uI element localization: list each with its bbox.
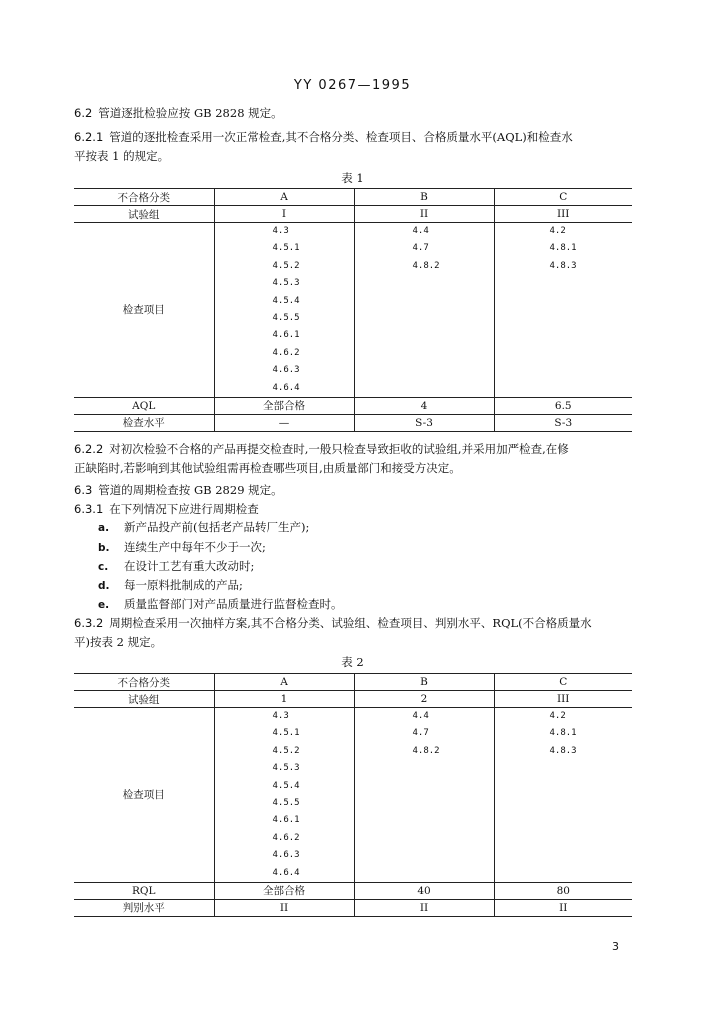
list-item: 4.5.4 <box>272 780 300 791</box>
case-e: e. 质量监督部门对产品质量进行监督检查时。 <box>98 597 343 611</box>
table1-items-a <box>214 223 354 398</box>
list-item: 4.5.3 <box>272 763 300 774</box>
table1-level-label: 检查水平 <box>74 414 214 431</box>
section-6-2: 6.2 管道逐批检验应按 GB 2828 规定。 <box>74 106 283 120</box>
case-b: b. 连续生产中每年不少于一次; <box>98 540 266 554</box>
table2-caption: 表 2 <box>341 655 364 669</box>
list-item: 4.5.2 <box>272 745 300 756</box>
table1-aql-label: AQL <box>74 397 214 414</box>
case-a: a. 新产品投产前(包括老产品转厂生产); <box>98 520 310 534</box>
list-item: 4.6.3 <box>272 850 300 861</box>
list-item: 4.6.3 <box>272 365 300 376</box>
standard-number: YY 0267—1995 <box>293 78 412 93</box>
table1-group-label: 试验组 <box>74 206 214 223</box>
list-item: 4.6.4 <box>272 382 300 393</box>
table1-items-label: 检查项目 <box>74 223 214 398</box>
section-6-2-1: 6.2.1 管道的逐批检查采用一次正常检查,其不合格分类、检查项目、合格质量水平(AQL)和检查水 平按表 1 的规定。 <box>74 130 573 163</box>
table2-rql-a: 全部合格 <box>214 882 354 899</box>
table2-group-label: 试验组 <box>74 691 214 708</box>
table2-level-a: II <box>214 899 354 916</box>
list-item: 4.4 <box>412 226 429 236</box>
table1-aql-a: 全部合格 <box>214 397 354 414</box>
table1-aql-row <box>74 397 632 414</box>
table1-col-a: A <box>214 189 354 206</box>
list-item: 4.5.2 <box>272 260 300 271</box>
table1-aql-c: 6.5 <box>494 397 632 414</box>
list-item: 4.5.5 <box>272 312 300 323</box>
list-item: 4.3 <box>272 711 289 721</box>
table2-rql-row <box>74 882 632 899</box>
table2-group-a: 1 <box>214 691 354 708</box>
table1-col-b: B <box>354 189 494 206</box>
table-1 <box>74 188 632 432</box>
list-item: 4.5.5 <box>272 797 300 808</box>
table1-level-a: — <box>214 414 354 431</box>
table-2 <box>74 673 632 917</box>
section-6-3-2: 6.3.2 周期检查采用一次抽样方案,其不合格分类、试验组、检查项目、判别水平、RQL(不合格质量水 平)按表 2 规定。 <box>74 616 592 649</box>
list-item: 4.8.3 <box>549 260 577 271</box>
table2-header-row <box>74 674 632 691</box>
table1-group-a: I <box>214 206 354 223</box>
list-item: 4.2 <box>549 711 566 721</box>
table1-group-c: III <box>494 206 632 223</box>
list-item: 4.6.1 <box>272 815 300 826</box>
table1-level-c: S-3 <box>494 414 632 431</box>
table1-head-label: 不合格分类 <box>74 189 214 206</box>
table1-items-c <box>494 223 632 398</box>
table1-level-b: S-3 <box>354 414 494 431</box>
list-item: 4.5.3 <box>272 278 300 289</box>
table2-col-a: A <box>214 674 354 691</box>
table1-header-row <box>74 189 632 206</box>
list-item: 4.3 <box>272 226 289 236</box>
case-d: d. 每一原料批制成的产品; <box>98 578 243 592</box>
list-item: 4.5.4 <box>272 295 300 306</box>
table2-col-b: B <box>354 674 494 691</box>
section-6-3-1: 6.3.1 在下列情况下应进行周期检查 <box>74 502 259 516</box>
table2-rql-b: 40 <box>354 882 494 899</box>
table2-level-b: II <box>354 899 494 916</box>
table2-rql-label: RQL <box>74 882 214 899</box>
table2-items-c <box>494 708 632 883</box>
table1-group-row <box>74 206 632 223</box>
table2-items-row <box>74 708 632 883</box>
table1-group-b: II <box>354 206 494 223</box>
table2-group-b: 2 <box>354 691 494 708</box>
table2-items-b <box>354 708 494 883</box>
list-item: 4.8.2 <box>412 260 440 271</box>
list-item: 4.4 <box>412 711 429 721</box>
table2-col-c: C <box>494 674 632 691</box>
list-item: 4.8.2 <box>412 745 440 756</box>
list-item: 4.5.1 <box>272 243 300 254</box>
page-number: 3 <box>612 940 619 953</box>
list-item: 4.8.1 <box>549 243 577 254</box>
table1-aql-b: 4 <box>354 397 494 414</box>
list-item: 4.2 <box>549 226 566 236</box>
table2-level-row <box>74 899 632 916</box>
table1-level-row <box>74 414 632 431</box>
list-item: 4.8.3 <box>549 745 577 756</box>
section-6-2-2: 6.2.2 对初次检验不合格的产品再提交检查时,一般只检查导致拒收的试验组,并采用加严检查,在修 正缺陷时,若影响到其他试验组需再检查哪些项目,由质量部门和接受方决定。 <box>74 442 569 475</box>
list-item: 4.7 <box>412 728 429 739</box>
table2-items-label: 检查项目 <box>74 708 214 883</box>
list-item: 4.5.1 <box>272 728 300 739</box>
section-6-3: 6.3 管道的周期检查按 GB 2829 规定。 <box>74 483 283 497</box>
table2-group-row <box>74 691 632 708</box>
table1-col-c: C <box>494 189 632 206</box>
table2-rql-c: 80 <box>494 882 632 899</box>
table2-head-label: 不合格分类 <box>74 674 214 691</box>
list-item: 4.7 <box>412 243 429 254</box>
table2-group-c: III <box>494 691 632 708</box>
case-c: c. 在设计工艺有重大改动时; <box>98 559 255 573</box>
list-item: 4.8.1 <box>549 728 577 739</box>
list-item: 4.6.2 <box>272 832 300 843</box>
table1-caption: 表 1 <box>341 171 364 185</box>
list-item: 4.6.2 <box>272 347 300 358</box>
table2-items-a <box>214 708 354 883</box>
table2-level-c: II <box>494 899 632 916</box>
table1-items-b <box>354 223 494 398</box>
list-item: 4.6.1 <box>272 330 300 341</box>
list-item: 4.6.4 <box>272 867 300 878</box>
table1-items-row <box>74 223 632 398</box>
table2-level-label: 判别水平 <box>74 899 214 916</box>
